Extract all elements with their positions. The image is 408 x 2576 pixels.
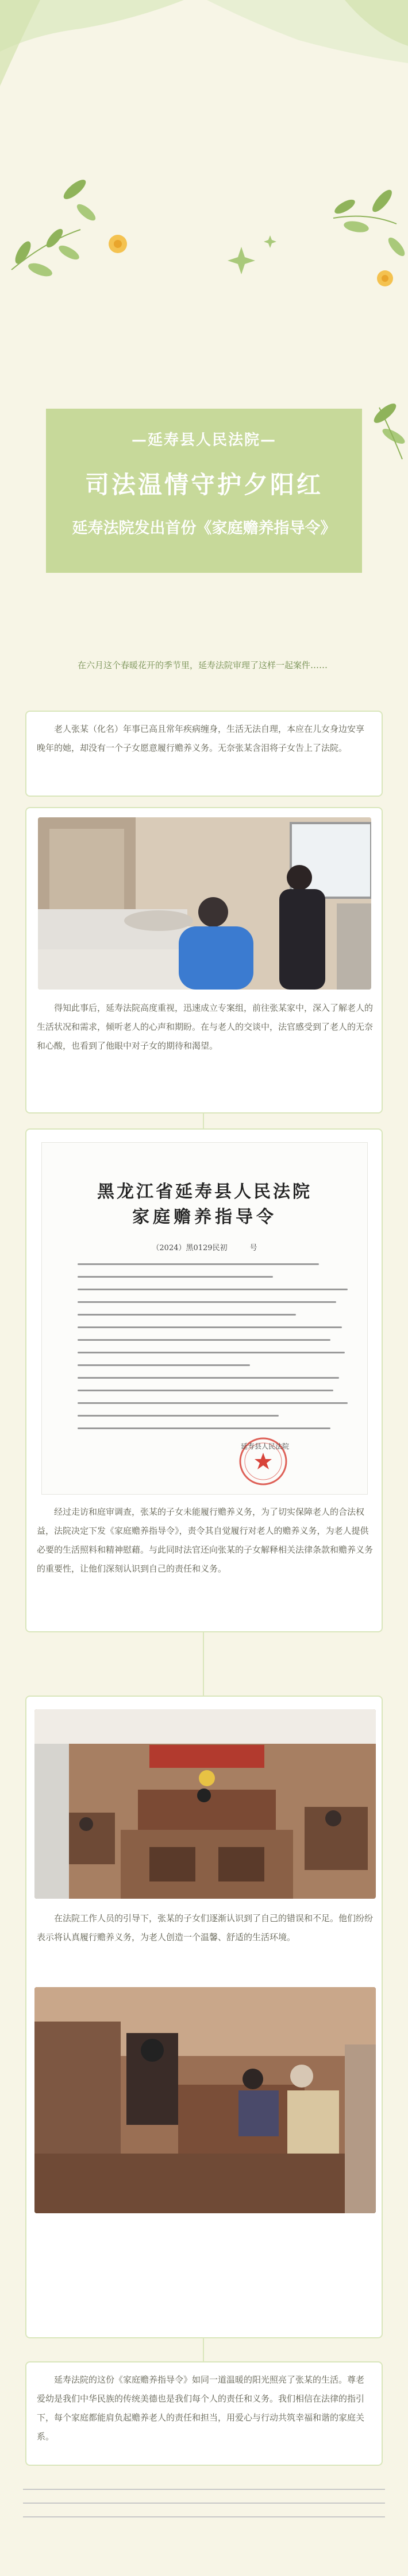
paragraph-2: 得知此事后，延寿法院高度重视，迅速成立专案组，前往张某家中，深入了解老人的生活状况和需求，倾听老人的心声和期盼。在与老人的交谈中，法官感受到了老人的无奈和心酸，也看到了他眼中对子女的期待和渴望。 <box>37 1003 374 1051</box>
page-subtitle: 延寿法院发出首份《家庭赡养指导令》 <box>72 519 336 537</box>
title-box <box>46 409 362 573</box>
paragraph-1: 老人张某（化名）年事已高且常年疾病缠身，生活无法自理，本应在儿女身边安享晚年的她，却没有一个子女愿意履行赡养义务。无奈张某含泪将子女告上了法院。 <box>37 724 365 753</box>
photo-card-1 <box>25 807 383 1114</box>
leaf-branch-right-icon <box>333 187 407 259</box>
flower-right-icon <box>377 270 393 286</box>
document-title-order: 家庭赡养指导令 <box>132 1207 277 1227</box>
side-leaf-icon <box>362 396 408 465</box>
header-decoration <box>0 0 408 321</box>
document-number: （2024）黑0129民初 号 <box>152 1244 257 1252</box>
connector-line <box>203 1114 204 1128</box>
paragraph-card-5 <box>25 2361 383 2466</box>
courtroom-photo-1 <box>34 1709 376 1899</box>
photo-card-2 <box>25 1696 383 2338</box>
footer-divider <box>23 2516 385 2517</box>
sparkle-icon <box>228 235 276 274</box>
paragraph-card-1 <box>25 711 383 797</box>
court-name: —延寿县人民法院— <box>131 432 276 449</box>
seal-court-name: 延寿县人民法院 <box>240 1442 289 1450</box>
page-title: 司法温情守护夕阳红 <box>84 471 323 499</box>
footer-divider <box>23 2489 385 2490</box>
guidance-order-document <box>41 1142 368 1495</box>
courtroom-photo-2 <box>34 1987 376 2213</box>
flower-left-icon <box>109 235 127 253</box>
document-title-court: 黑龙江省延寿县人民法院 <box>97 1182 312 1202</box>
footer-divider <box>23 2503 385 2504</box>
intro-text: 在六月这个春暖花开的季节里，延寿法院审理了这样一起案件…… <box>78 660 328 670</box>
paragraph-3: 经过走访和庭审调查，张某的子女未能履行赡养义务，为了切实保障老人的合法权益，法院决定下发《家庭赡养指导令》，责令其自觉履行对老人的赡养义务，为老人提供必要的生活照料和精神慰藉。与此同时法官还向张某的子女解释相关法律条款和赡养义务的重要性，让他们深刻认识到自己的责任和义务。 <box>37 1507 374 1574</box>
document-card <box>25 1128 383 1632</box>
connector-line <box>203 1632 204 1696</box>
paragraph-4: 在法院工作人员的引导下，张某的子女们逐渐认识到了自己的错误和不足。他们纷纷表示将认真履行赡养义务，为老人创造一个温馨、舒适的生活环境。 <box>37 1913 374 1942</box>
home-visit-photo <box>38 817 371 990</box>
leaf-branch-left-icon <box>11 177 98 279</box>
connector-line <box>203 2338 204 2361</box>
paragraph-5: 延寿法院的这份《家庭赡养指导令》如同一道温暖的阳光照亮了张某的生活。尊老爱幼是我们中华民族的传统美德也是我们每个人的责任和义务。我们相信在法律的指引下，每个家庭都能肩负起赡养老人的责任和担当，用爱心与行动共筑幸福和谐的家庭关系。 <box>37 2375 365 2442</box>
